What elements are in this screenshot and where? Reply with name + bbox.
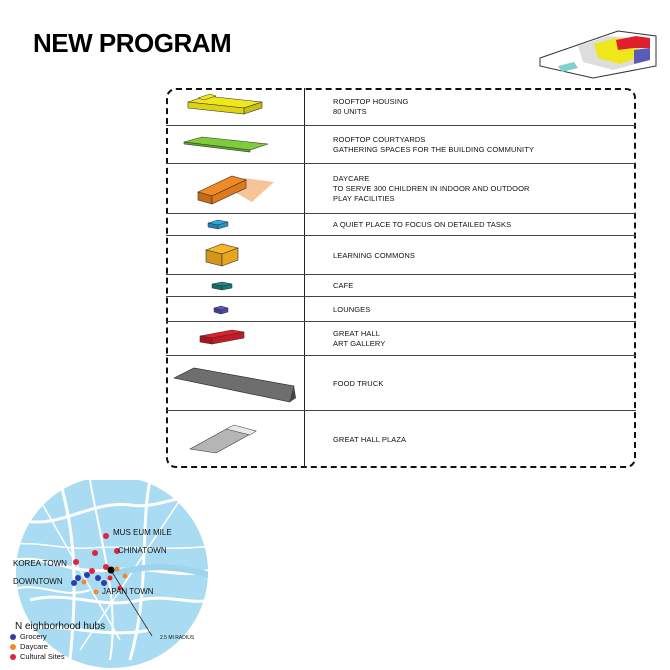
marker-grocery [75,575,81,581]
description-line: A QUIET PLACE TO FOCUS ON DETAILED TASKS [333,220,512,229]
daycare-massing-icon [166,164,304,214]
program-row-courtyards [166,126,636,164]
legend-dot-icon [10,654,16,660]
program-description [333,251,415,261]
description-line: GREAT HALL PLAZA [333,434,407,444]
legend-label: Daycare [20,642,48,651]
program-description [333,305,370,315]
description-line: ROOFTOP COURTYARDS [333,135,426,144]
label-radius: 2.5 MI RADIUS [160,635,195,641]
program-row-lounges [166,297,636,322]
program-row-plaza [166,411,636,468]
marker-grocery [101,580,107,586]
description-line: FOOD TRUCK [333,378,384,388]
legend-item [10,642,48,651]
cafe-massing-icon [166,275,304,297]
marker-daycare [115,567,120,572]
description-line: GREAT HALL [333,329,380,338]
learning-massing-icon [166,236,304,275]
program-row-foodtruck [166,356,636,411]
marker-cultural [108,576,113,581]
marker-daycare [82,580,87,585]
program-description [333,97,408,117]
marker-cultural [73,559,79,565]
description-line: LOUNGES [333,304,371,314]
description-line: GATHERING SPACES FOR THE BUILDING COMMUNITY [333,145,534,154]
program-description [333,281,353,291]
label-museum-mile: MUS EUM MILE [113,528,172,537]
neighborhood-map [0,480,670,670]
marker-daycare [123,574,128,579]
marker-daycare [94,590,99,595]
marker-cultural [103,533,109,539]
program-row-greathall [166,322,636,356]
description-line: 80 UNITS [333,107,367,116]
label-downtown: DOWNTOWN [13,577,63,586]
program-description [333,220,511,230]
quiet-massing-icon [166,214,304,236]
program-row-cafe [166,275,636,297]
description-line: ART GALLERY [333,339,386,348]
program-row-quiet [166,214,636,236]
marker-cultural [92,550,98,556]
program-description [333,379,383,389]
program-description [333,329,385,349]
legend-item [10,632,47,641]
foodtruck-massing-icon [166,356,304,411]
marker-grocery [71,580,77,586]
site-marker [108,567,115,574]
program-row-housing [166,88,636,126]
description-line: PLAY FACILITIES [333,194,395,203]
page-title: NEW PROGRAM [33,28,232,58]
greathall-massing-icon [166,322,304,356]
legend-item [10,652,65,661]
legend-dot-icon [10,634,16,640]
label-korea-town: KOREA TOWN [13,559,67,568]
legend-label: Cultural Sites [20,652,65,661]
legend-label: Grocery [20,632,47,641]
program-description [333,174,530,204]
program-description [333,435,406,445]
housing-massing-icon [166,88,304,126]
program-description [333,135,534,155]
program-row-daycare [166,164,636,214]
label-chinatown: CHINATOWN [118,546,167,555]
legend-title: N eighborhood hubs [15,621,106,632]
marker-cultural [89,568,95,574]
courtyards-massing-icon [166,126,304,164]
label-japan-town: JAPAN TOWN [102,587,154,596]
marker-grocery [84,572,90,578]
program-row-learning [166,236,636,275]
description-line: CAFE [333,281,354,290]
marker-grocery [95,575,101,581]
description-line: TO SERVE 300 CHILDREN IN INDOOR AND OUTDOOR [333,184,530,193]
site-plan-thumbnail [538,26,658,81]
legend-dot-icon [10,644,16,650]
description-line: ROOFTOP HOUSING [333,97,409,106]
description-line: DAYCARE [333,174,370,183]
lounges-massing-icon [166,297,304,322]
description-line: LEARNING COMMONS [333,250,416,260]
plaza-massing-icon [166,411,304,468]
